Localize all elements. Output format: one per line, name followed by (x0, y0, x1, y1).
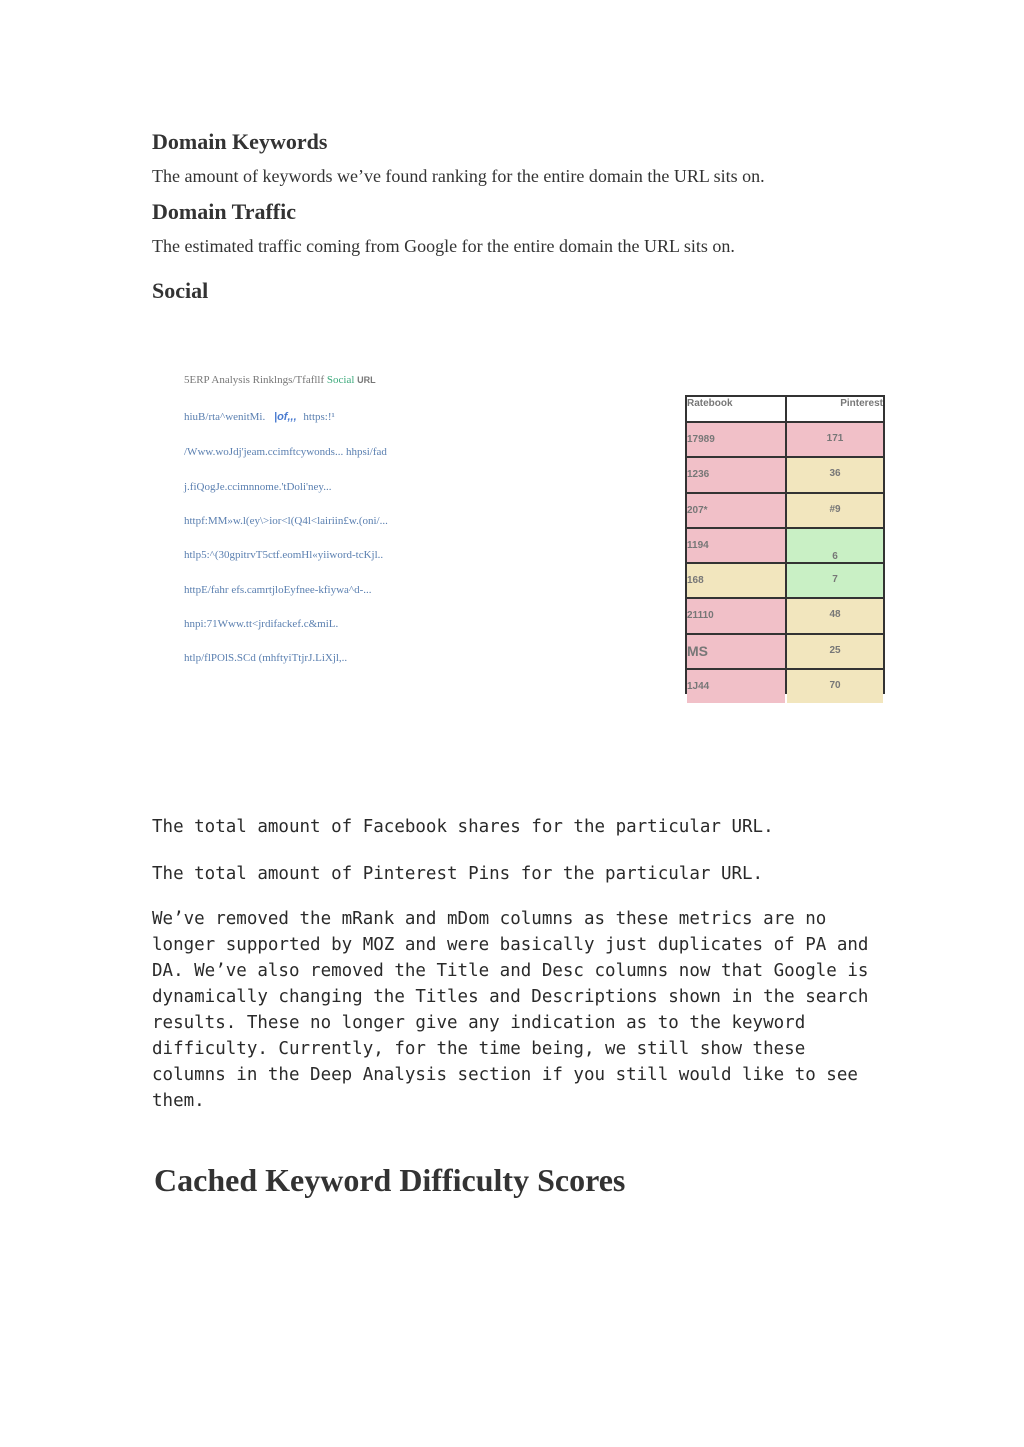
pinterest-pins-cell (787, 529, 883, 562)
note-line: columns in the Deep Analysis section if you still would like to see (152, 1065, 858, 1085)
facebook-shares-value: 168 (687, 575, 704, 586)
serp-url-row: j.fiQogJe.ccimnnome.'tDoli'ney... (184, 481, 332, 493)
facebook-shares-cell (687, 599, 785, 632)
facebook-shares-value: 1194 (687, 539, 709, 551)
domain-keywords-heading: Domain Keywords (152, 129, 328, 154)
pinterest-pins-value: 6 (832, 550, 838, 562)
pinterest-pins-cell (787, 599, 883, 632)
serp-url-text: hiuB/rta^wenitMi. (184, 411, 266, 423)
table-header-pinterest (787, 397, 883, 421)
facebook-shares-cell (687, 670, 785, 703)
table-header-pinterest-label: Pinterest (840, 398, 883, 409)
serp-url-row: htlp/flPOlS.SCd (mhftyiTtjrJ.LiXjl,.. (184, 652, 348, 664)
note-line: them. (152, 1091, 205, 1111)
pinterest-pins-cell (787, 458, 883, 491)
facebook-shares-cell (687, 635, 785, 668)
domain-traffic-description: The estimated traffic coming from Google for the entire domain the URL sits on. (152, 236, 735, 256)
domain-traffic-heading: Domain Traffic (152, 199, 296, 224)
pinterest-pins-value: 36 (829, 468, 841, 480)
note-line: longer supported by MOZ and were basically just duplicates of PA and (152, 935, 869, 955)
note-line: DA. We’ve also removed the Title and Desc columns now that Google is (152, 961, 869, 981)
serp-url-text: https:!¹ (303, 411, 335, 423)
pinterest-pins-value: 48 (829, 609, 841, 621)
serp-url-row: httpf:MM»w.l(ey\>ior<l(Q4l<lairiin£w.(oni/... (184, 515, 388, 527)
removed-columns-note (152, 906, 868, 1114)
facebook-shares-cell (687, 564, 785, 597)
social-shares-table (685, 395, 885, 694)
pinterest-pins-value: 171 (826, 433, 844, 444)
social-heading: Social (152, 278, 209, 303)
pinterest-note: The total amount of Pinterest Pins for the particular URL. (152, 864, 764, 884)
pinterest-pins-cell (787, 564, 883, 597)
note-line: dynamically changing the Titles and Descriptions shown in the search (152, 987, 869, 1007)
facebook-shares-value: MS (687, 642, 708, 659)
serp-title-social: Social (326, 374, 355, 386)
serp-url-row (184, 411, 335, 423)
facebook-shares-value: 207* (687, 504, 708, 516)
pinterest-pins-cell (787, 635, 883, 668)
facebook-note: The total amount of Facebook shares for the particular URL. (152, 817, 774, 837)
serp-title-prefix: 5ERP Analysis Rinklngs/Tfafllf (184, 374, 325, 386)
serp-title-url: URL (357, 375, 376, 385)
facebook-shares-value: 21110 (687, 610, 714, 622)
note-line: We’ve removed the mRank and mDom columns as these metrics are no (152, 909, 827, 929)
facebook-shares-value: 17989 (687, 434, 715, 445)
facebook-shares-cell (687, 494, 785, 527)
facebook-shares-cell (687, 423, 785, 456)
serp-url-row: htlp5:^(30gpitrvT5ctf.eomHl«yiiword-tcKjl.. (184, 549, 384, 561)
serp-url-row: /Www.woJdj'jeam.ccimftcywonds... hhpsi/fad (184, 446, 387, 458)
serp-url-row: httpE/fahr efs.camrtjloEyfnee-kfiywa^d-... (184, 584, 372, 596)
note-line: difficulty. Currently, for the time being, we still show these (152, 1039, 806, 1059)
serp-analysis-title (184, 374, 376, 386)
pinterest-pins-value: 25 (829, 644, 841, 656)
domain-keywords-description: The amount of keywords we’ve found ranking for the entire domain the URL sits on. (152, 166, 765, 186)
pinterest-pins-cell (787, 423, 883, 456)
facebook-shares-value: 1236 (687, 469, 710, 481)
pinterest-pins-value: #9 (829, 503, 841, 515)
pinterest-pins-value: 7 (832, 574, 838, 585)
pinterest-pins-cell (787, 670, 883, 703)
facebook-shares-value: 1J44 (687, 680, 710, 692)
cached-keyword-difficulty-heading: Cached Keyword Difficulty Scores (154, 1162, 626, 1198)
facebook-shares-cell (687, 458, 785, 491)
serp-analysis-snippet (184, 374, 376, 386)
pinterest-pins-cell (787, 494, 883, 527)
pinterest-pins-value: 70 (829, 679, 841, 691)
serp-url-row: hnpi:71Www.tt<jrdifackef.c&miL. (184, 618, 339, 630)
serp-url-badge: |of,,, (274, 411, 297, 423)
table-header-facebook (687, 397, 785, 421)
facebook-shares-cell (687, 529, 785, 562)
table-header-facebook-label: Ratebook (687, 398, 733, 409)
note-line: results. These no longer give any indication as to the keyword (152, 1013, 806, 1033)
